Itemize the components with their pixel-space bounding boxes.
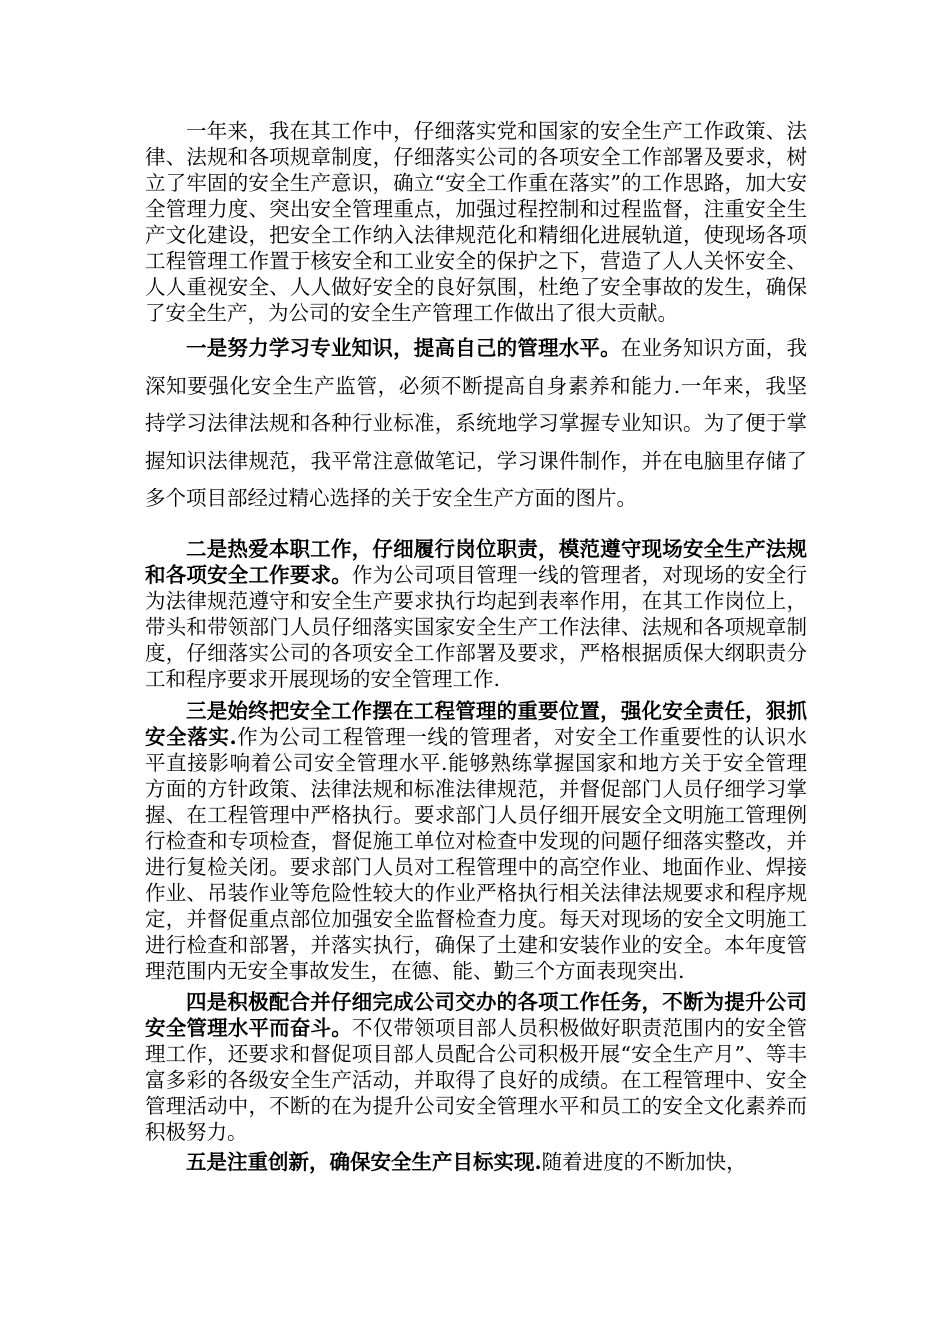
document-page xyxy=(145,118,807,1175)
paragraph-lead: 三是始终把安全工作摆在工程管理的重要位置，强化安全责任，狠抓安全落实. xyxy=(145,698,807,749)
paragraph-point-two xyxy=(145,536,807,692)
paragraph-text: 不仅带领项目部人员积极做好职责范围内的安全管理工作，还要求和督促项目部人员配合公司积极开展“安全生产月”、等丰富多彩的各级安全生产活动，并取得了良好的成绩。在工程管理中、安全管理活动中，不断的在为提升公司安全管理水平和员工的安全文化素养而积极努力。 xyxy=(145,1015,808,1144)
paragraph-text: 作为公司项目管理一线的管理者，对现场的安全行为法律规范遵守和安全生产要求执行均起到表率作用，在其工作岗位上，带头和带领部门人员仔细落实国家安全生产工作法律、法规和各项规章制度，仔细落实公司的各项安全工作部署及要求，严格根据质保大纲职责分工和程序要求开展现场的安全管理工作. xyxy=(145,562,808,691)
paragraph-point-one xyxy=(145,330,807,518)
paragraph-text: 随着进度的不断加快， xyxy=(541,1149,747,1174)
paragraph-text: 作为公司工程管理一线的管理者，对安全工作重要性的认识水平直接影响着公司安全管理水平.能够熟练掌握国家和地方关于安全管理方面的方针政策、法律法规和标准法律规范，并督促部门人员仔细学习掌握、在工程管理中严格执行。要求部门人员仔细开展安全文明施工管理例行检查和专项检查，督促施工单位对检查中发现的问题仔细落实整改，并进行复检关闭。要求部门人员对工程管理中的高空作业、地面作业、焊接作业、吊装作业等危险性较大的作业严格执行相关法律法规要求和程序规定，并督促重点部位加强安全监督检查力度。每天对现场的安全文明施工进行检查和部署，并落实执行，确保了土建和安装作业的安全。本年度管理范围内无安全事故发生，在德、能、勤三个方面表现突出. xyxy=(145,724,808,983)
paragraph-point-three xyxy=(145,698,807,984)
paragraph-text: 一年来，我在其工作中，仔细落实党和国家的安全生产工作政策、法律、法规和各项规章制度，仔细落实公司的各项安全工作部署及要求，树立了牢固的安全生产意识，确立“安全工作重在落实”的工作思路，加大安全管理力度、突出安全管理重点，加强过程控制和过程监督，注重安全生产文化建设，把安全工作纳入法律规范化和精细化进展轨道，使现场各项工程管理工作置于核安全和工业安全的保护之下，营造了人人关怀安全、人人重视安全、人人做好安全的良好氛围，杜绝了安全事故的发生，确保了安全生产，为公司的安全生产管理工作做出了很大贡献。 xyxy=(145,119,807,325)
paragraph-lead: 二是热爱本职工作，仔细履行岗位职责，模范遵守现场安全生产法规和各项安全工作要求。 xyxy=(145,536,807,587)
paragraph-point-five xyxy=(145,1149,807,1175)
paragraph-lead: 四是积极配合并仔细完成公司交办的各项工作任务，不断为提升公司安全管理水平而奋斗。 xyxy=(145,989,807,1040)
paragraph-intro xyxy=(145,118,807,326)
paragraph-lead: 五是注重创新，确保安全生产目标实现. xyxy=(186,1149,542,1174)
paragraph-point-four xyxy=(145,989,807,1145)
paragraph-lead: 一是努力学习专业知识，提高自己的管理水平。 xyxy=(186,336,621,360)
paragraph-text: 在业务知识方面，我深知要强化安全生产监管，必须不断提高自身素养和能力.一年来，我坚持学习法律法规和各种行业标准，系统地学习掌握专业知识。为了便于掌握知识法律规范，我平常注意做笔记，学习课件制作，并在电脑里存储了多个项目部经过精心选择的关于安全生产方面的图片。 xyxy=(145,336,807,510)
